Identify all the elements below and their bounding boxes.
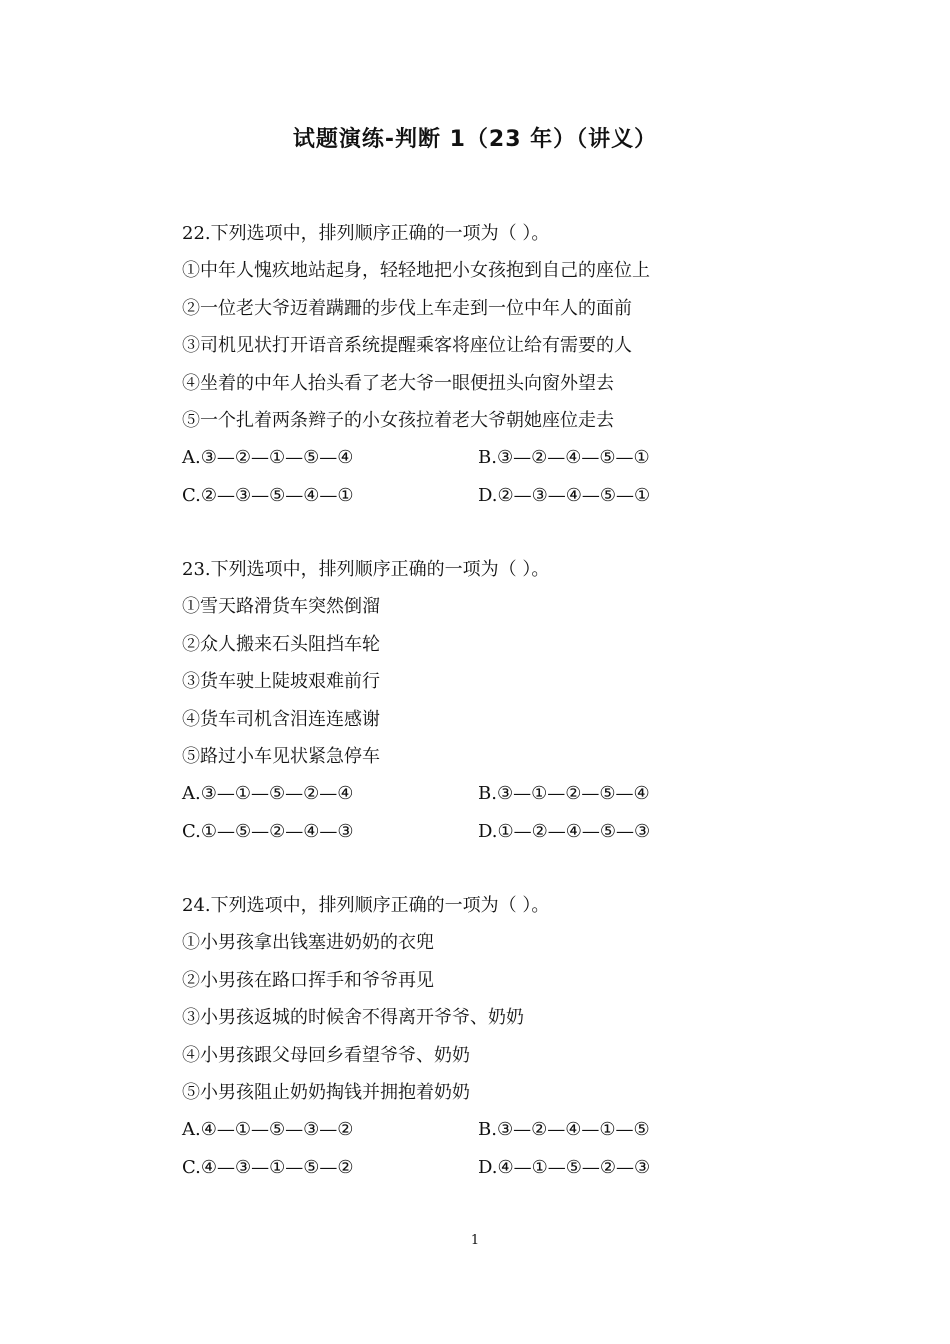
option-a: A.③—②—①—⑤—④: [182, 447, 354, 469]
sequence-item: ②众人搬来石头阻挡车轮: [182, 633, 380, 655]
sequence-item: ⑤小男孩阻止奶奶掏钱并拥抱着奶奶: [182, 1081, 470, 1103]
option-c: C.②—③—⑤—④—①: [182, 484, 354, 506]
option-a: A.④—①—⑤—③—②: [182, 1119, 354, 1141]
sequence-item: ③货车驶上陡坡艰难前行: [182, 671, 380, 693]
page-title: 试题演练-判断 1（23 年）（讲义）: [292, 127, 658, 152]
option-d: D.②—③—④—⑤—①: [478, 484, 651, 506]
option-b: B.③—①—②—⑤—④: [478, 783, 650, 805]
options-row: [182, 783, 742, 820]
sequence-item: ③小男孩返城的时候舍不得离开爷爷、奶奶: [182, 1007, 524, 1029]
sequence-item: ②小男孩在路口挥手和爷爷再见: [182, 969, 434, 991]
sequence-item: ④货车司机含泪连连感谢: [182, 708, 380, 730]
options-row: [182, 821, 742, 858]
question-stem: 23.下列选项中，排列顺序正确的一项为（ ）。: [182, 559, 550, 580]
sequence-item: ①雪天路滑货车突然倒溜: [182, 596, 380, 618]
sequence-item: ④坐着的中年人抬头看了老大爷一眼便扭头向窗外望去: [182, 372, 614, 394]
options-row: [182, 1157, 742, 1194]
option-c: C.①—⑤—②—④—③: [182, 820, 354, 842]
option-b: B.③—②—④—①—⑤: [478, 1119, 650, 1141]
question-22: [182, 223, 742, 522]
option-a: A.③—①—⑤—②—④: [182, 783, 354, 805]
question-23: [182, 559, 742, 858]
options-row: [182, 485, 742, 522]
sequence-item: ⑤路过小车见状紧急停车: [182, 745, 380, 767]
sequence-item: ①中年人愧疚地站起身，轻轻地把小女孩抱到自己的座位上: [182, 260, 650, 282]
sequence-item: ③司机见状打开语音系统提醒乘客将座位让给有需要的人: [182, 335, 632, 357]
option-d: D.①—②—④—⑤—③: [478, 820, 651, 842]
sequence-item: ④小男孩跟父母回乡看望爷爷、奶奶: [182, 1044, 470, 1066]
options-row: [182, 1119, 742, 1156]
sequence-item: ①小男孩拿出钱塞进奶奶的衣兜: [182, 932, 434, 954]
options-row: [182, 447, 742, 484]
question-24: [182, 895, 742, 1194]
page-number: 1: [470, 1233, 480, 1248]
option-d: D.④—①—⑤—②—③: [478, 1156, 651, 1178]
question-stem: 22.下列选项中，排列顺序正确的一项为（ ）。: [182, 223, 550, 244]
sequence-item: ②一位老大爷迈着蹒跚的步伐上车走到一位中年人的面前: [182, 297, 632, 319]
option-c: C.④—③—①—⑤—②: [182, 1156, 354, 1178]
sequence-item: ⑤一个扎着两条辫子的小女孩拉着老大爷朝她座位走去: [182, 409, 614, 431]
question-stem: 24.下列选项中，排列顺序正确的一项为（ ）。: [182, 895, 550, 916]
option-b: B.③—②—④—⑤—①: [478, 447, 650, 469]
